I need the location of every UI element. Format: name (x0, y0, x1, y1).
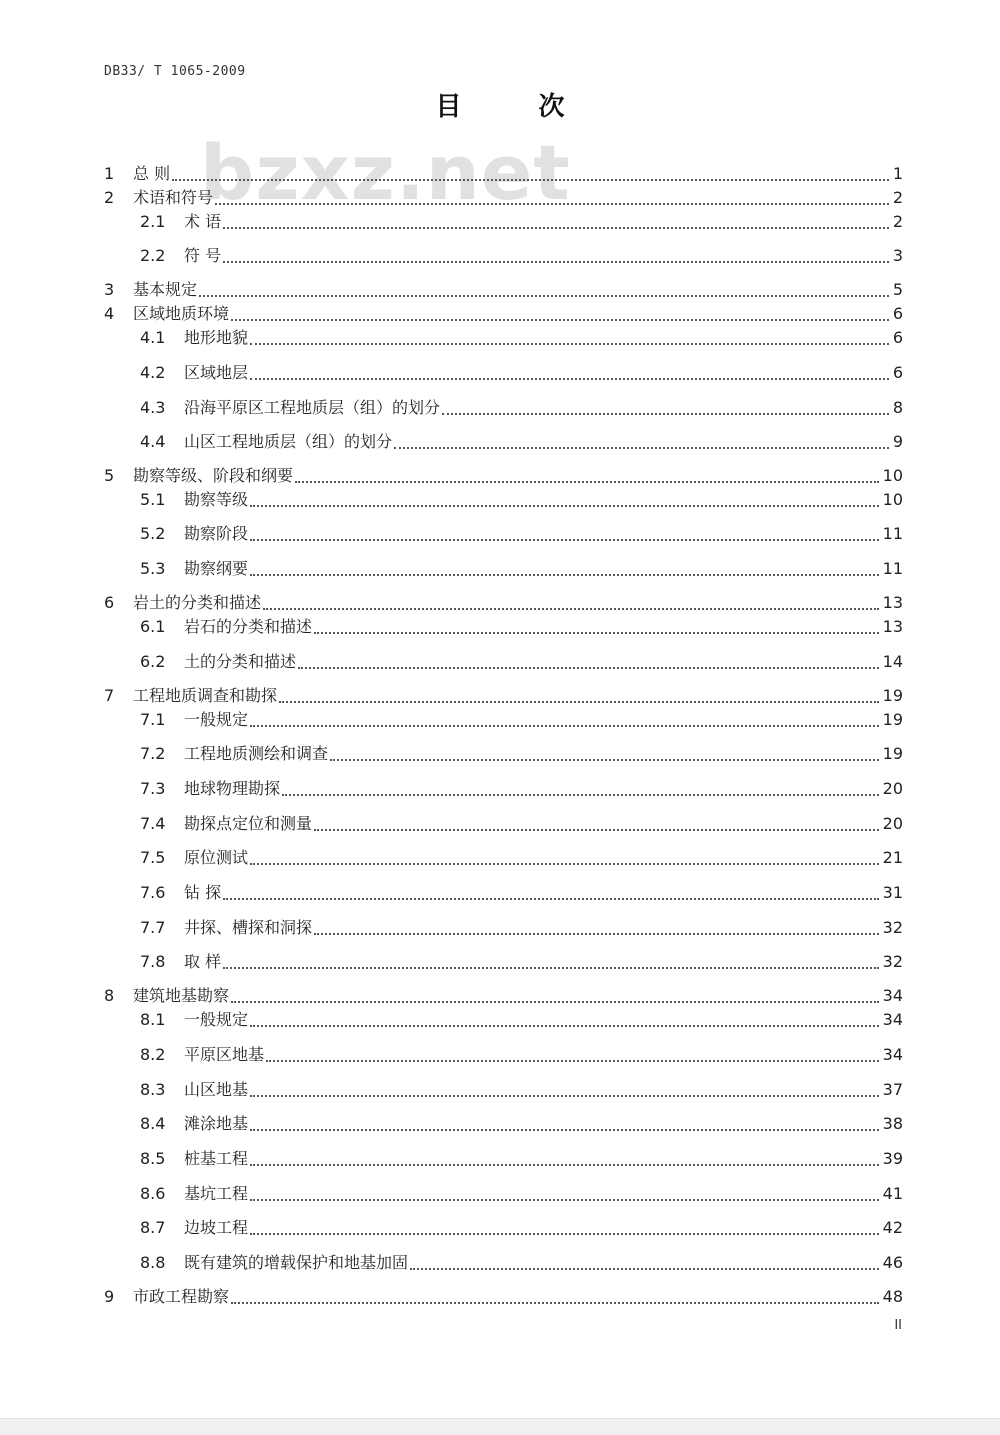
toc-dot-leader (250, 505, 879, 507)
toc-entry-page: 20 (882, 779, 903, 798)
toc-entry-number: 5 (104, 466, 115, 485)
toc-entry-page: 19 (882, 744, 903, 763)
toc-entry-page: 8 (892, 398, 903, 417)
toc-entry-page: 21 (882, 848, 903, 867)
toc-dot-leader (250, 1025, 879, 1027)
toc-dot-leader (215, 203, 889, 205)
toc-entry-page: 10 (882, 466, 903, 485)
toc-dot-leader (231, 319, 889, 321)
toc-entry[interactable] (0, 1182, 1000, 1204)
toc-entry-title: 地球物理勘探 (184, 779, 281, 798)
toc-entry-number: 8.6 (140, 1184, 166, 1203)
toc-entry-title: 基本规定 (133, 280, 198, 299)
watermark: bzxz.net (200, 128, 571, 217)
toc-entry[interactable] (0, 1285, 1000, 1307)
toc-entry-title: 山区地基 (184, 1080, 249, 1099)
toc-entry[interactable] (0, 430, 1000, 452)
document-code: DB33/ T 1065-2009 (104, 64, 246, 79)
toc-entry[interactable] (0, 591, 1000, 613)
toc-entry-title: 勘察等级 (184, 490, 249, 509)
toc-dot-leader (394, 447, 889, 449)
toc-dot-leader (250, 1199, 879, 1201)
toc-entry-title: 山区工程地质层（组）的划分 (184, 432, 393, 451)
toc-entry[interactable] (0, 684, 1000, 706)
toc-dot-leader (314, 933, 879, 935)
toc-dot-leader (250, 574, 879, 576)
toc-entry-number: 2.1 (140, 212, 166, 231)
toc-entry-number: 7.2 (140, 744, 166, 763)
toc-entry-title: 区域地层 (184, 363, 249, 382)
toc-entry[interactable] (0, 326, 1000, 348)
toc-entry-page: 46 (882, 1253, 903, 1272)
toc-entry-title: 既有建筑的增载保护和地基加固 (184, 1253, 409, 1272)
toc-entry-title: 钻 探 (184, 883, 222, 902)
toc-entry-number: 8.7 (140, 1218, 166, 1237)
toc-entry-number: 7.4 (140, 814, 166, 833)
toc-entry[interactable] (0, 396, 1000, 418)
toc-entry-title: 桩基工程 (184, 1149, 249, 1168)
toc-entry-number: 8.8 (140, 1253, 166, 1272)
toc-entry-page: 2 (892, 212, 903, 231)
toc-entry[interactable] (0, 162, 1000, 184)
toc-entry-number: 6.2 (140, 652, 166, 671)
toc-entry-number: 5.2 (140, 524, 166, 543)
toc-dot-leader (250, 1129, 879, 1131)
toc-dot-leader (279, 701, 879, 703)
toc-entry-number: 2.2 (140, 246, 166, 265)
toc-entry[interactable] (0, 1147, 1000, 1169)
toc-entry[interactable] (0, 557, 1000, 579)
toc-dot-leader (250, 725, 879, 727)
toc-dot-leader (282, 794, 879, 796)
toc-entry[interactable] (0, 742, 1000, 764)
toc-dot-leader (223, 898, 879, 900)
toc-entry-title: 一般规定 (184, 710, 249, 729)
toc-entry[interactable] (0, 1216, 1000, 1238)
toc-entry[interactable] (0, 916, 1000, 938)
toc-entry[interactable] (0, 708, 1000, 730)
toc-dot-leader (223, 261, 889, 263)
toc-dot-leader (314, 829, 879, 831)
toc-entry-number: 7 (104, 686, 115, 705)
toc-entry-page: 3 (892, 246, 903, 265)
toc-entry[interactable] (0, 186, 1000, 208)
toc-dot-leader (330, 759, 879, 761)
toc-entry[interactable] (0, 210, 1000, 232)
toc-entry-page: 20 (882, 814, 903, 833)
toc-dot-leader (250, 1233, 879, 1235)
toc-entry-title: 勘探点定位和测量 (184, 814, 313, 833)
toc-entry-page: 6 (892, 304, 903, 323)
toc-entry-page: 41 (882, 1184, 903, 1203)
toc-entry-title: 岩土的分类和描述 (133, 593, 262, 612)
toc-dot-leader (250, 539, 879, 541)
toc-entry-page: 2 (892, 188, 903, 207)
toc-entry-number: 7.6 (140, 883, 166, 902)
toc-entry-title: 区域地质环境 (133, 304, 230, 323)
toc-entry[interactable] (0, 1112, 1000, 1134)
toc-entry-page: 1 (892, 164, 903, 183)
toc-dot-leader (250, 1095, 879, 1097)
toc-dot-leader (223, 967, 879, 969)
toc-entry-page: 5 (892, 280, 903, 299)
toc-entry[interactable] (0, 881, 1000, 903)
toc-dot-leader (266, 1060, 879, 1062)
toc-entry-page: 37 (882, 1080, 903, 1099)
toc-entry-number: 4.4 (140, 432, 166, 451)
toc-entry-title: 地形地貌 (184, 328, 249, 347)
toc-entry-page: 31 (882, 883, 903, 902)
toc-entry-number: 2 (104, 188, 115, 207)
toc-entry-title: 符 号 (184, 246, 222, 265)
toc-entry-number: 8.5 (140, 1149, 166, 1168)
toc-entry-number: 7.7 (140, 918, 166, 937)
toc-dot-leader (442, 413, 889, 415)
toc-entry-title: 市政工程勘察 (133, 1287, 230, 1306)
toc-entry-number: 7.5 (140, 848, 166, 867)
toc-entry-number: 3 (104, 280, 115, 299)
toc-entry[interactable] (0, 361, 1000, 383)
toc-entry[interactable] (0, 1251, 1000, 1273)
toc-dot-leader (231, 1001, 879, 1003)
toc-entry-page: 6 (892, 328, 903, 347)
toc-entry-number: 1 (104, 164, 115, 183)
toc-entry-number: 6.1 (140, 617, 166, 636)
toc-entry-page: 38 (882, 1114, 903, 1133)
toc-entry-number: 6 (104, 593, 115, 612)
toc-entry-page: 32 (882, 952, 903, 971)
page-number: II (894, 1318, 902, 1333)
toc-entry-title: 术语和符号 (133, 188, 214, 207)
toc-entry[interactable] (0, 464, 1000, 486)
toc-entry-number: 7.1 (140, 710, 166, 729)
toc-entry[interactable] (0, 1078, 1000, 1100)
toc-entry-title: 工程地质调查和勘探 (133, 686, 278, 705)
toc-entry-page: 39 (882, 1149, 903, 1168)
toc-entry-number: 4.3 (140, 398, 166, 417)
toc-dot-leader (314, 632, 879, 634)
toc-entry-title: 土的分类和描述 (184, 652, 297, 671)
toc-dot-leader (223, 227, 889, 229)
toc-entry-page: 19 (882, 710, 903, 729)
toc-entry-number: 4.1 (140, 328, 166, 347)
toc-entry-page: 13 (882, 593, 903, 612)
toc-dot-leader (250, 343, 889, 345)
toc-dot-leader (231, 1302, 879, 1304)
toc-entry-title: 平原区地基 (184, 1045, 265, 1064)
toc-entry-number: 8 (104, 986, 115, 1005)
toc-entry-page: 13 (882, 617, 903, 636)
toc-entry-title: 一般规定 (184, 1010, 249, 1029)
toc-entry-number: 4.2 (140, 363, 166, 382)
toc-entry-title: 总 则 (133, 164, 171, 183)
toc-entry[interactable] (0, 244, 1000, 266)
toc-entry-page: 14 (882, 652, 903, 671)
toc-entry-page: 34 (882, 1045, 903, 1064)
toc-entry[interactable] (0, 1043, 1000, 1065)
toc-entry-number: 8.2 (140, 1045, 166, 1064)
toc-dot-leader (295, 481, 879, 483)
toc-entry[interactable] (0, 650, 1000, 672)
toc-entry-title: 井探、槽探和洞探 (184, 918, 313, 937)
page-title: 目 次 (435, 92, 599, 122)
toc-entry-title: 勘察纲要 (184, 559, 249, 578)
toc-entry-page: 11 (882, 524, 903, 543)
toc-dot-leader (250, 1164, 879, 1166)
toc-dot-leader (172, 179, 889, 181)
toc-entry[interactable] (0, 777, 1000, 799)
toc-entry-page: 34 (882, 986, 903, 1005)
toc-entry[interactable] (0, 846, 1000, 868)
toc-entry-number: 9 (104, 1287, 115, 1306)
toc-entry-number: 7.8 (140, 952, 166, 971)
toc-entry-title: 滩涂地基 (184, 1114, 249, 1133)
toc-entry-number: 5.3 (140, 559, 166, 578)
toc-entry-title: 术 语 (184, 212, 222, 231)
toc-dot-leader (250, 863, 879, 865)
toc-entry-page: 10 (882, 490, 903, 509)
toc-entry-number: 8.3 (140, 1080, 166, 1099)
toc-entry[interactable] (0, 950, 1000, 972)
toc-entry-title: 工程地质测绘和调查 (184, 744, 329, 763)
toc-entry-title: 岩石的分类和描述 (184, 617, 313, 636)
toc-entry-page: 34 (882, 1010, 903, 1029)
viewer-bottom-bar (0, 1418, 1000, 1435)
toc-entry-title: 原位测试 (184, 848, 249, 867)
toc-dot-leader (298, 667, 879, 669)
toc-entry-number: 5.1 (140, 490, 166, 509)
toc-entry-number: 4 (104, 304, 115, 323)
toc-entry-number: 8.1 (140, 1010, 166, 1029)
toc-entry-page: 42 (882, 1218, 903, 1237)
toc-entry[interactable] (0, 1008, 1000, 1030)
toc-entry-title: 沿海平原区工程地质层（组）的划分 (184, 398, 441, 417)
toc-entry-page: 6 (892, 363, 903, 382)
toc-entry-title: 基坑工程 (184, 1184, 249, 1203)
toc-entry[interactable] (0, 302, 1000, 324)
toc-entry-page: 32 (882, 918, 903, 937)
toc-dot-leader (199, 295, 889, 297)
toc-entry[interactable] (0, 984, 1000, 1006)
toc-entry[interactable] (0, 278, 1000, 300)
toc-entry-number: 7.3 (140, 779, 166, 798)
toc-entry-page: 11 (882, 559, 903, 578)
toc-dot-leader (250, 378, 889, 380)
toc-entry[interactable] (0, 522, 1000, 544)
toc-entry[interactable] (0, 488, 1000, 510)
toc-entry-page: 19 (882, 686, 903, 705)
toc-entry-page: 9 (892, 432, 903, 451)
toc-entry[interactable] (0, 615, 1000, 637)
toc-entry-title: 勘察阶段 (184, 524, 249, 543)
toc-entry-title: 取 样 (184, 952, 222, 971)
toc-dot-leader (410, 1268, 879, 1270)
toc-entry-page: 48 (882, 1287, 903, 1306)
toc-entry-title: 边坡工程 (184, 1218, 249, 1237)
toc-dot-leader (263, 608, 879, 610)
toc-entry-number: 8.4 (140, 1114, 166, 1133)
toc-entry-title: 勘察等级、阶段和纲要 (133, 466, 294, 485)
toc-entry-title: 建筑地基勘察 (133, 986, 230, 1005)
toc-entry[interactable] (0, 812, 1000, 834)
